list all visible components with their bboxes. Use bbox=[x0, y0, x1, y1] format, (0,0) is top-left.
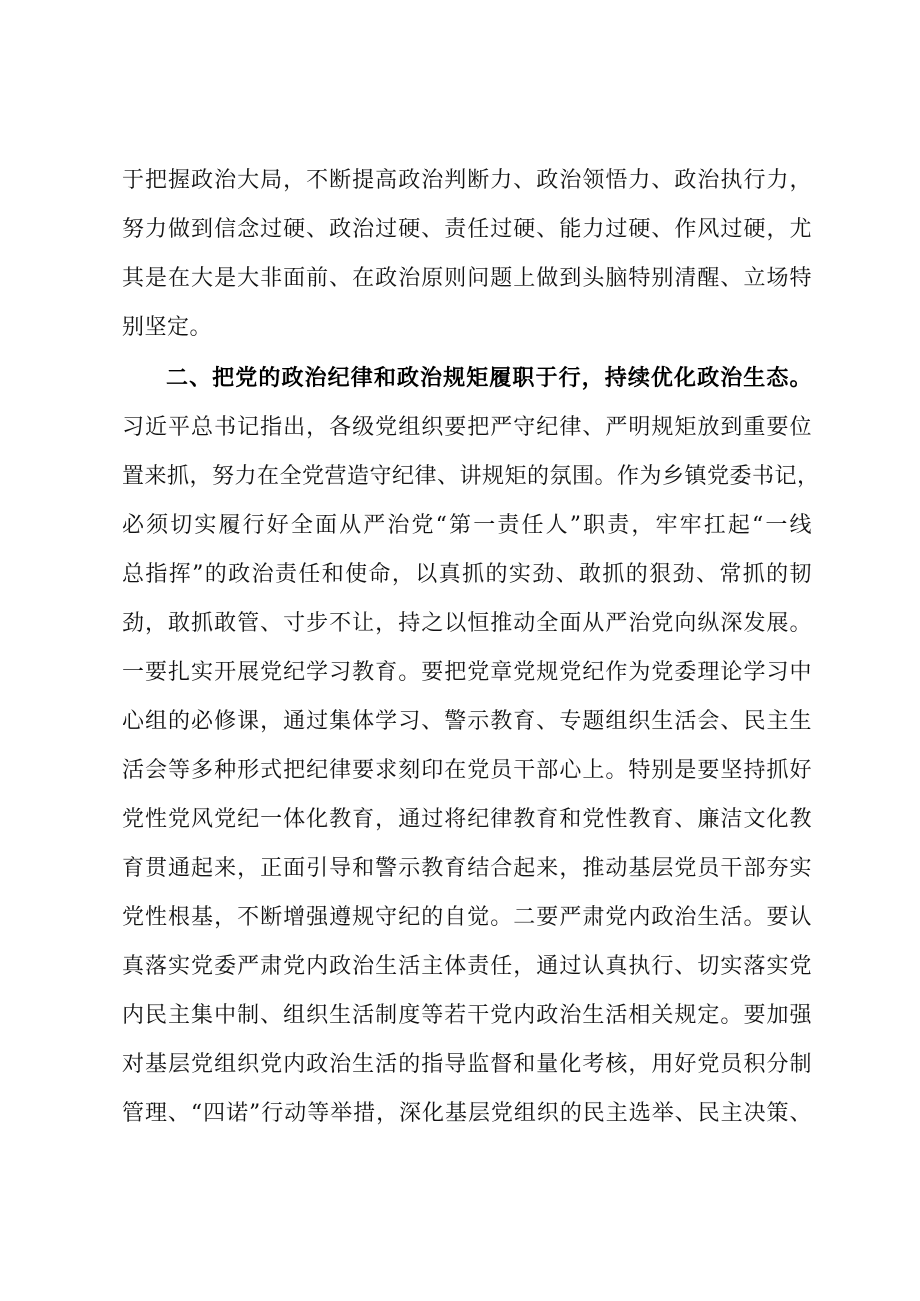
text-line: 别坚定。 bbox=[122, 315, 213, 340]
text-line: 总指挥”的政治责任和使命，以真抓的实劲、敢抓的狠劲、常抓的韧 bbox=[122, 562, 812, 587]
text-line: 党性根基，不断增强遵规守纪的自觉。二要严肃党内政治生活。要认 bbox=[122, 905, 812, 930]
text-line: 活会等多种形式把纪律要求刻印在党员干部心上。特别是要坚持抓好 bbox=[122, 758, 812, 783]
section-heading: 二、把党的政治纪律和政治规矩履职于行，持续优化政治生态。 bbox=[166, 366, 812, 391]
text-line: 于把握政治大局，不断提高政治判断力、政治领悟力、政治执行力， bbox=[122, 168, 812, 193]
text-line: 努力做到信念过硬、政治过硬、责任过硬、能力过硬、作风过硬，尤 bbox=[122, 217, 812, 242]
text-line: 一要扎实开展党纪学习教育。要把党章党规党纪作为党委理论学习中 bbox=[122, 660, 812, 685]
text-line: 置来抓，努力在全党营造守纪律、讲规矩的氛围。作为乡镇党委书记， bbox=[122, 464, 820, 489]
text-line: 真落实党委严肃党内政治生活主体责任，通过认真执行、切实落实党 bbox=[122, 954, 812, 979]
text-line: 育贯通起来，正面引导和警示教育结合起来，推动基层党员干部夯实 bbox=[122, 856, 812, 881]
text-line: 必须切实履行好全面从严治党“第一责任人”职责，牢牢扛起“一线 bbox=[122, 513, 812, 538]
text-line: 党性党风党纪一体化教育，通过将纪律教育和党性教育、廉洁文化教 bbox=[122, 807, 812, 832]
text-line: 内民主集中制、组织生活制度等若干党内政治生活相关规定。要加强 bbox=[122, 1003, 812, 1028]
text-line: 习近平总书记指出，各级党组织要把严守纪律、严明规矩放到重要位 bbox=[122, 415, 812, 440]
text-line: 劲，敢抓敢管、寸步不让，持之以恒推动全面从严治党向纵深发展。 bbox=[122, 611, 812, 636]
text-line: 其是在大是大非面前、在政治原则问题上做到头脑特别清醒、立场特 bbox=[122, 266, 812, 291]
text-line: 对基层党组织党内政治生活的指导监督和量化考核，用好党员积分制 bbox=[122, 1052, 812, 1077]
text-line: 管理、“四诺”行动等举措，深化基层党组织的民主选举、民主决策、 bbox=[122, 1101, 812, 1126]
text-line: 心组的必修课，通过集体学习、警示教育、专题组织生活会、民主生 bbox=[122, 709, 812, 734]
